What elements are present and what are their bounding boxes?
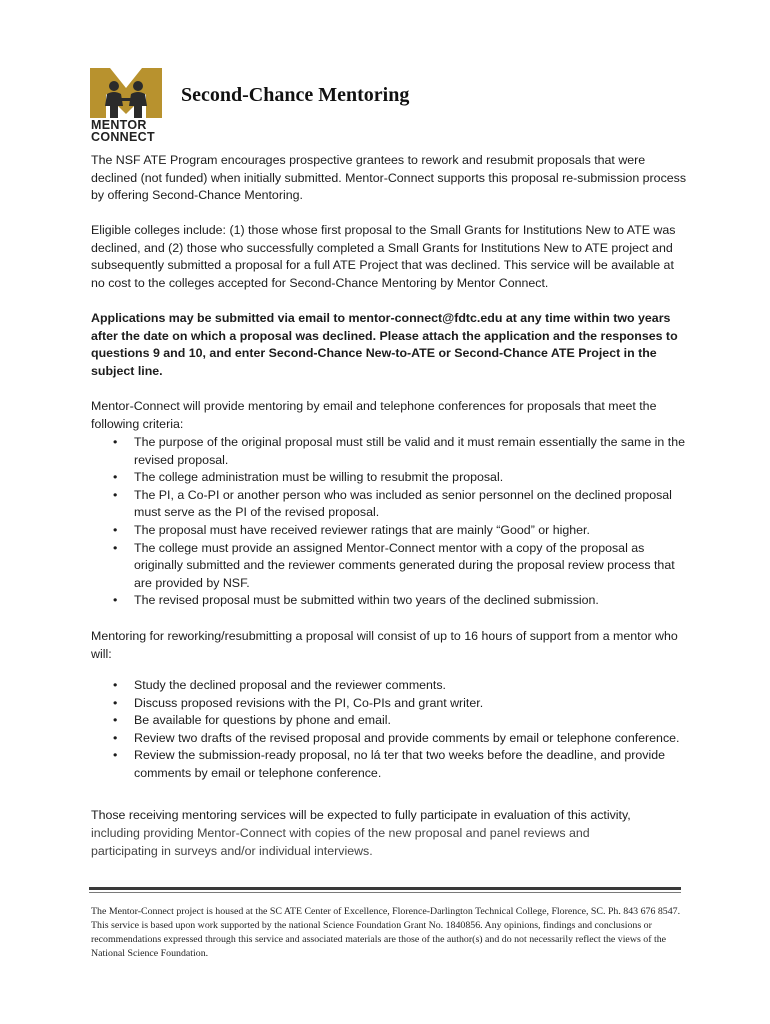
footer-divider <box>89 887 681 890</box>
list-item: • The purpose of the original proposal must still be valid and it must remain essentially the same in the revised proposal. <box>113 435 685 467</box>
list-item: • The revised proposal must be submitted within two years of the declined submission. <box>91 592 687 610</box>
bullet-icon: • <box>113 695 118 710</box>
footer-disclaimer: The Mentor-Connect project is housed at the SC ATE Center of Excellence, Florence-Darlington Technical College, Florence, SC. Ph. 843 676 8547. This service is based upon work supported by the national Science Foundation Grant No. 1840856. Any opinions, findings and conclusions or recommendations expressed through this service and associated materials are those of the author(s) and do not necessarily reflect the views of the National Science Foundation. <box>91 906 681 960</box>
criteria-list <box>91 434 687 610</box>
evaluation-line-2: including providing Mentor-Connect with copies of the new proposal and panel reviews and participating in surveys and/or individual interviews. <box>91 826 590 858</box>
list-item: • The PI, a Co-PI or another person who was included as senior personnel on the declined proposal must serve as the PI of the revised proposal. <box>113 487 672 520</box>
logo-text-connect: CONNECT <box>91 130 155 144</box>
evaluation-line-1: Those receiving mentoring services will be expected to fully participate in evaluation of this activity, <box>91 808 631 822</box>
support-intro: Mentoring for reworking/resubmitting a proposal will consist of up to 16 hours of support from a mentor who will: <box>91 629 678 661</box>
applications-paragraph: Applications may be submitted via email to mentor-connect@fdtc.edu at any time within two years after the date on which a proposal was declined. Please attach the application and the responses to questions 9 and 10, and enter Second-Chance New-to-ATE or Second-Chance ATE Project in the subject line. <box>91 311 678 378</box>
list-item: • The college must provide an assigned Mentor-Connect mentor with a copy of the proposal as originally submitted and the reviewer comments generated during the proposal review process that are provided by NSF. <box>113 540 675 590</box>
list-item: • Discuss proposed revisions with the PI, Co-PIs and grant writer. <box>91 695 687 713</box>
criteria-intro: Mentor-Connect will provide mentoring by email and telephone conferences for proposals that meet the following criteria: <box>91 399 657 431</box>
bullet-icon: • <box>113 522 118 537</box>
list-item: • Review the submission-ready proposal, no lá ter that two weeks before the deadline, and provide comments by email or telephone conference. <box>113 748 666 780</box>
list-item: • The college administration must be willing to resubmit the proposal. <box>91 469 687 487</box>
bullet-icon: • <box>113 730 118 745</box>
logo-text-mentor: MENTOR <box>91 118 147 132</box>
mentor-connect-logo <box>90 68 162 144</box>
bullet-icon: • <box>113 748 118 763</box>
bullet-icon: • <box>113 593 118 608</box>
intro-paragraph: The NSF ATE Program encourages prospective grantees to rework and resubmit proposals that were declined (not funded) when initially submitted. Mentor-Connect supports this proposal re-submission process by offering Second-Chance Mentoring. <box>91 153 687 203</box>
bullet-icon: • <box>113 540 118 555</box>
bullet-icon: • <box>113 678 118 692</box>
footer-divider-thin <box>89 892 681 893</box>
support-list <box>91 677 687 783</box>
mentor-figures-icon <box>90 68 162 118</box>
bullet-icon: • <box>113 713 118 728</box>
list-item: • Be available for questions by phone and email. <box>91 712 687 730</box>
list-item: • The proposal must have received reviewer ratings that are mainly “Good” or higher. <box>91 522 687 540</box>
bullet-icon: • <box>113 470 118 485</box>
list-item: • Study the declined proposal and the reviewer comments. <box>91 677 687 695</box>
bullet-icon: • <box>113 435 118 449</box>
list-item: • Review two drafts of the revised proposal and provide comments by email or telephone conference. <box>91 730 687 748</box>
bullet-icon: • <box>113 487 118 502</box>
page-title: Second-Chance Mentoring <box>181 84 410 106</box>
eligibility-paragraph: Eligible colleges include: (1) those whose first proposal to the Small Grants for Institutions New to ATE was declined, and (2) those who successfully completed a Small Grants for Institutions New to ATE project and subsequently submitted a proposal for a full ATE Project that was declined. This service will be available at no cost to the colleges accepted for Second-Chance Mentoring by Mentor Connect. <box>91 223 676 290</box>
